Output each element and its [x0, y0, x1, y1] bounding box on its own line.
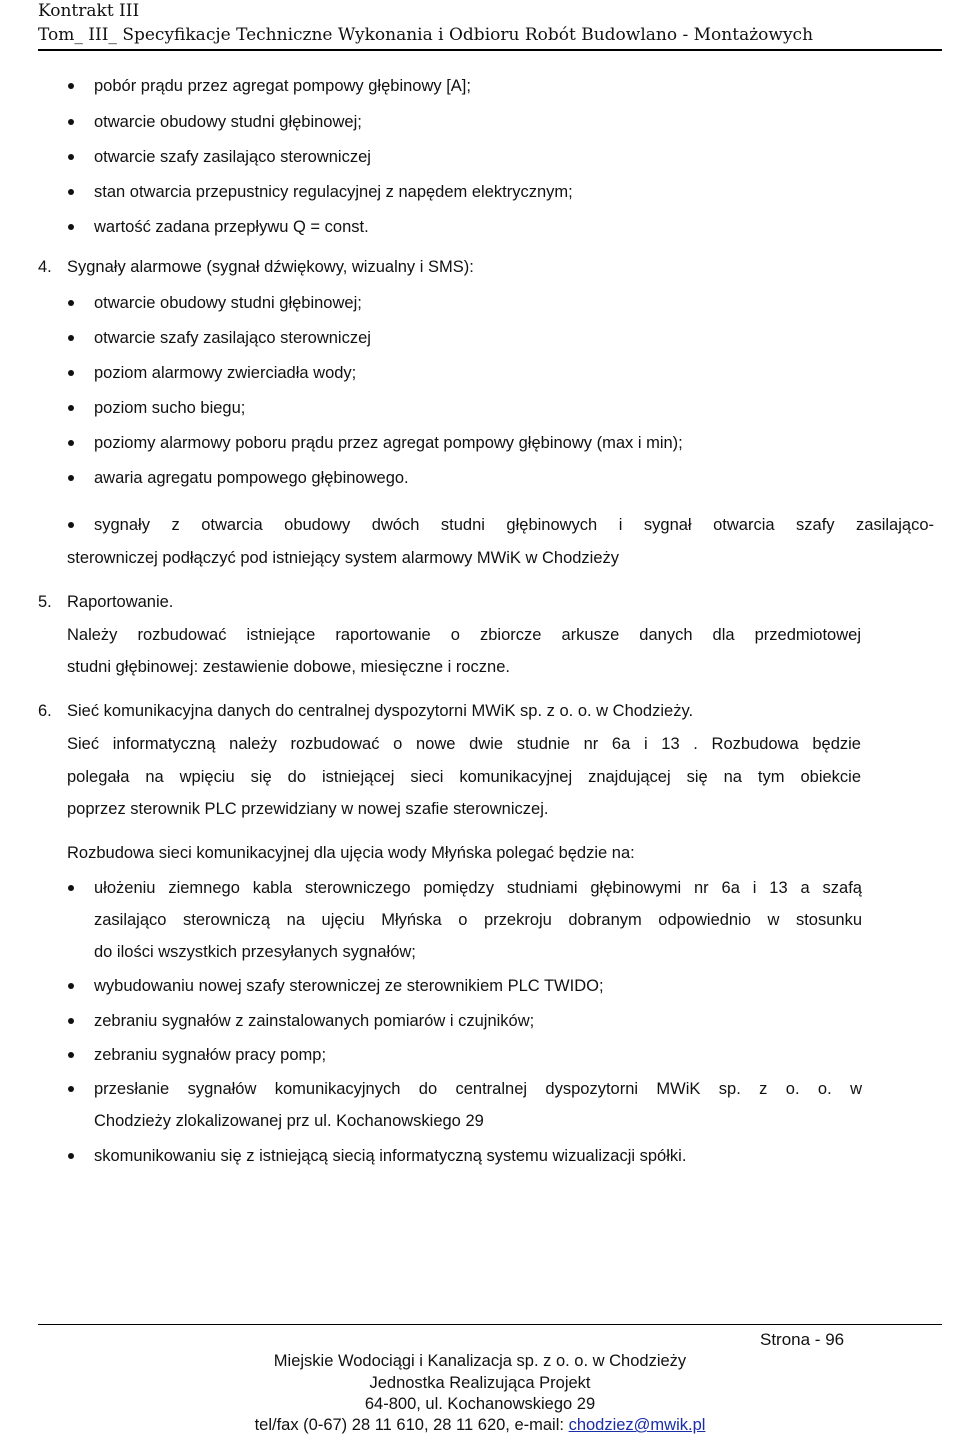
- bullet-icon: [68, 522, 74, 528]
- list-item: poziomy alarmowy poboru prądu przez agregat pompowy głębinowy (max i min);: [94, 434, 683, 452]
- list-item: otwarcie obudowy studni głębinowej;: [94, 294, 362, 312]
- footer-divider: [38, 1324, 942, 1325]
- bullet-icon: [68, 1086, 74, 1092]
- list-item: zebraniu sygnałów z zainstalowanych pomiarów i czujników;: [94, 1012, 535, 1030]
- bullet-icon: [68, 83, 74, 89]
- paragraph-line: Sieć informatyczną należy rozbudować o nowe dwie studnie nr 6a i 13 . Rozbudowa będzie: [67, 735, 861, 753]
- bullet-icon: [68, 1153, 74, 1159]
- bullet-icon: [68, 475, 74, 481]
- list-item: skomunikowaniu się z istniejącą siecią informatyczną systemu wizualizacji spółki.: [94, 1147, 687, 1165]
- bullet-icon: [68, 224, 74, 230]
- signal-note-line: sygnały z otwarcia obudowy dwóch studni głębinowych i sygnał otwarcia szafy zasilająco-: [94, 516, 934, 534]
- section-number: 4.: [38, 258, 52, 276]
- list-item: stan otwarcia przepustnicy regulacyjnej z napędem elektrycznym;: [94, 183, 573, 201]
- list-item: otwarcie obudowy studni głębinowej;: [94, 113, 362, 131]
- section-number: 6.: [38, 702, 52, 720]
- bullet-icon: [68, 119, 74, 125]
- list-item: zebraniu sygnałów pracy pomp;: [94, 1046, 327, 1064]
- list-item-line: zasilająco sterowniczą na ujęciu Młyńska o przekroju dobranym odpowiednio w stosunku: [94, 911, 862, 929]
- list-item: otwarcie szafy zasilająco sterowniczej: [94, 148, 371, 166]
- footer-address: 64-800, ul. Kochanowskiego 29: [364, 1395, 596, 1413]
- bullet-icon: [68, 440, 74, 446]
- list-item: poziom sucho biegu;: [94, 399, 246, 417]
- paragraph-intro: Rozbudowa sieci komunikacyjnej dla ujęcia wody Młyńska polegać będzie na:: [67, 844, 635, 862]
- list-item: wartość zadana przepływu Q = const.: [94, 218, 369, 236]
- paragraph-line: studni głębinowej: zestawienie dobowe, miesięczne i roczne.: [67, 658, 510, 676]
- list-item-line: Chodzieży zlokalizowanej prz ul. Kochanowskiego 29: [94, 1112, 484, 1130]
- list-item: wybudowaniu nowej szafy sterowniczej ze sterownikiem PLC TWIDO;: [94, 977, 604, 995]
- list-item: pobór prądu przez agregat pompowy głębinowy [A];: [94, 77, 471, 95]
- volume-title: Tom_ III_ Specyfikacje Techniczne Wykonania i Odbioru Robót Budowlano - Montażowych: [38, 25, 814, 45]
- footer-company: Miejskie Wodociągi i Kanalizacja sp. z o. o. w Chodzieży: [273, 1352, 687, 1370]
- list-item-line: przesłanie sygnałów komunikacyjnych do centralnej dyspozytorni MWiK sp. z o. o. w: [94, 1080, 862, 1098]
- bullet-icon: [68, 335, 74, 341]
- section-title: Sieć komunikacyjna danych do centralnej dyspozytorni MWiK sp. z o. o. w Chodzieży.: [67, 702, 694, 720]
- signal-note-line: sterowniczej podłączyć pod istniejący system alarmowy MWiK w Chodzieży: [67, 549, 620, 567]
- list-item: awaria agregatu pompowego głębinowego.: [94, 469, 409, 487]
- list-item: poziom alarmowy zwierciadła wody;: [94, 364, 357, 382]
- bullet-icon: [68, 405, 74, 411]
- paragraph-line: polegała na wpięciu się do istniejącej sieci komunikacyjnej znajdującej się na tym obiekcie: [67, 768, 861, 786]
- bullet-icon: [68, 189, 74, 195]
- bullet-icon: [68, 1052, 74, 1058]
- footer-contact: [160, 1415, 800, 1435]
- email-link[interactable]: chodziez@mwik.pl: [568, 1416, 706, 1434]
- footer-unit: Jednostka Realizująca Projekt: [369, 1374, 591, 1392]
- list-item-line: do ilości wszystkich przesyłanych sygnałów;: [94, 943, 416, 961]
- section-number: 5.: [38, 593, 52, 611]
- list-item-line: ułożeniu ziemnego kabla sterowniczego pomiędzy studniami głębinowymi nr 6a i 13 a szafą: [94, 879, 862, 897]
- bullet-icon: [68, 983, 74, 989]
- bullet-icon: [68, 300, 74, 306]
- paragraph-line: Należy rozbudować istniejące raportowanie o zbiorcze arkusze danych dla przedmiotowej: [67, 626, 861, 644]
- footer-phone: tel/fax (0-67) 28 11 610, 28 11 620, e-mail:: [254, 1416, 569, 1434]
- page-header: [38, 0, 942, 51]
- bullet-icon: [68, 1018, 74, 1024]
- bullet-icon: [68, 885, 74, 891]
- section-title: Raportowanie.: [67, 593, 174, 611]
- section-title: Sygnały alarmowe (sygnał dźwiękowy, wizualny i SMS):: [67, 258, 474, 276]
- bullet-icon: [68, 154, 74, 160]
- bullet-icon: [68, 370, 74, 376]
- contract-title: Kontrakt III: [38, 1, 140, 21]
- paragraph-line: poprzez sterownik PLC przewidziany w nowej szafie sterowniczej.: [67, 800, 549, 818]
- page-number: Strona - 96: [760, 1330, 845, 1349]
- list-item: otwarcie szafy zasilająco sterowniczej: [94, 329, 371, 347]
